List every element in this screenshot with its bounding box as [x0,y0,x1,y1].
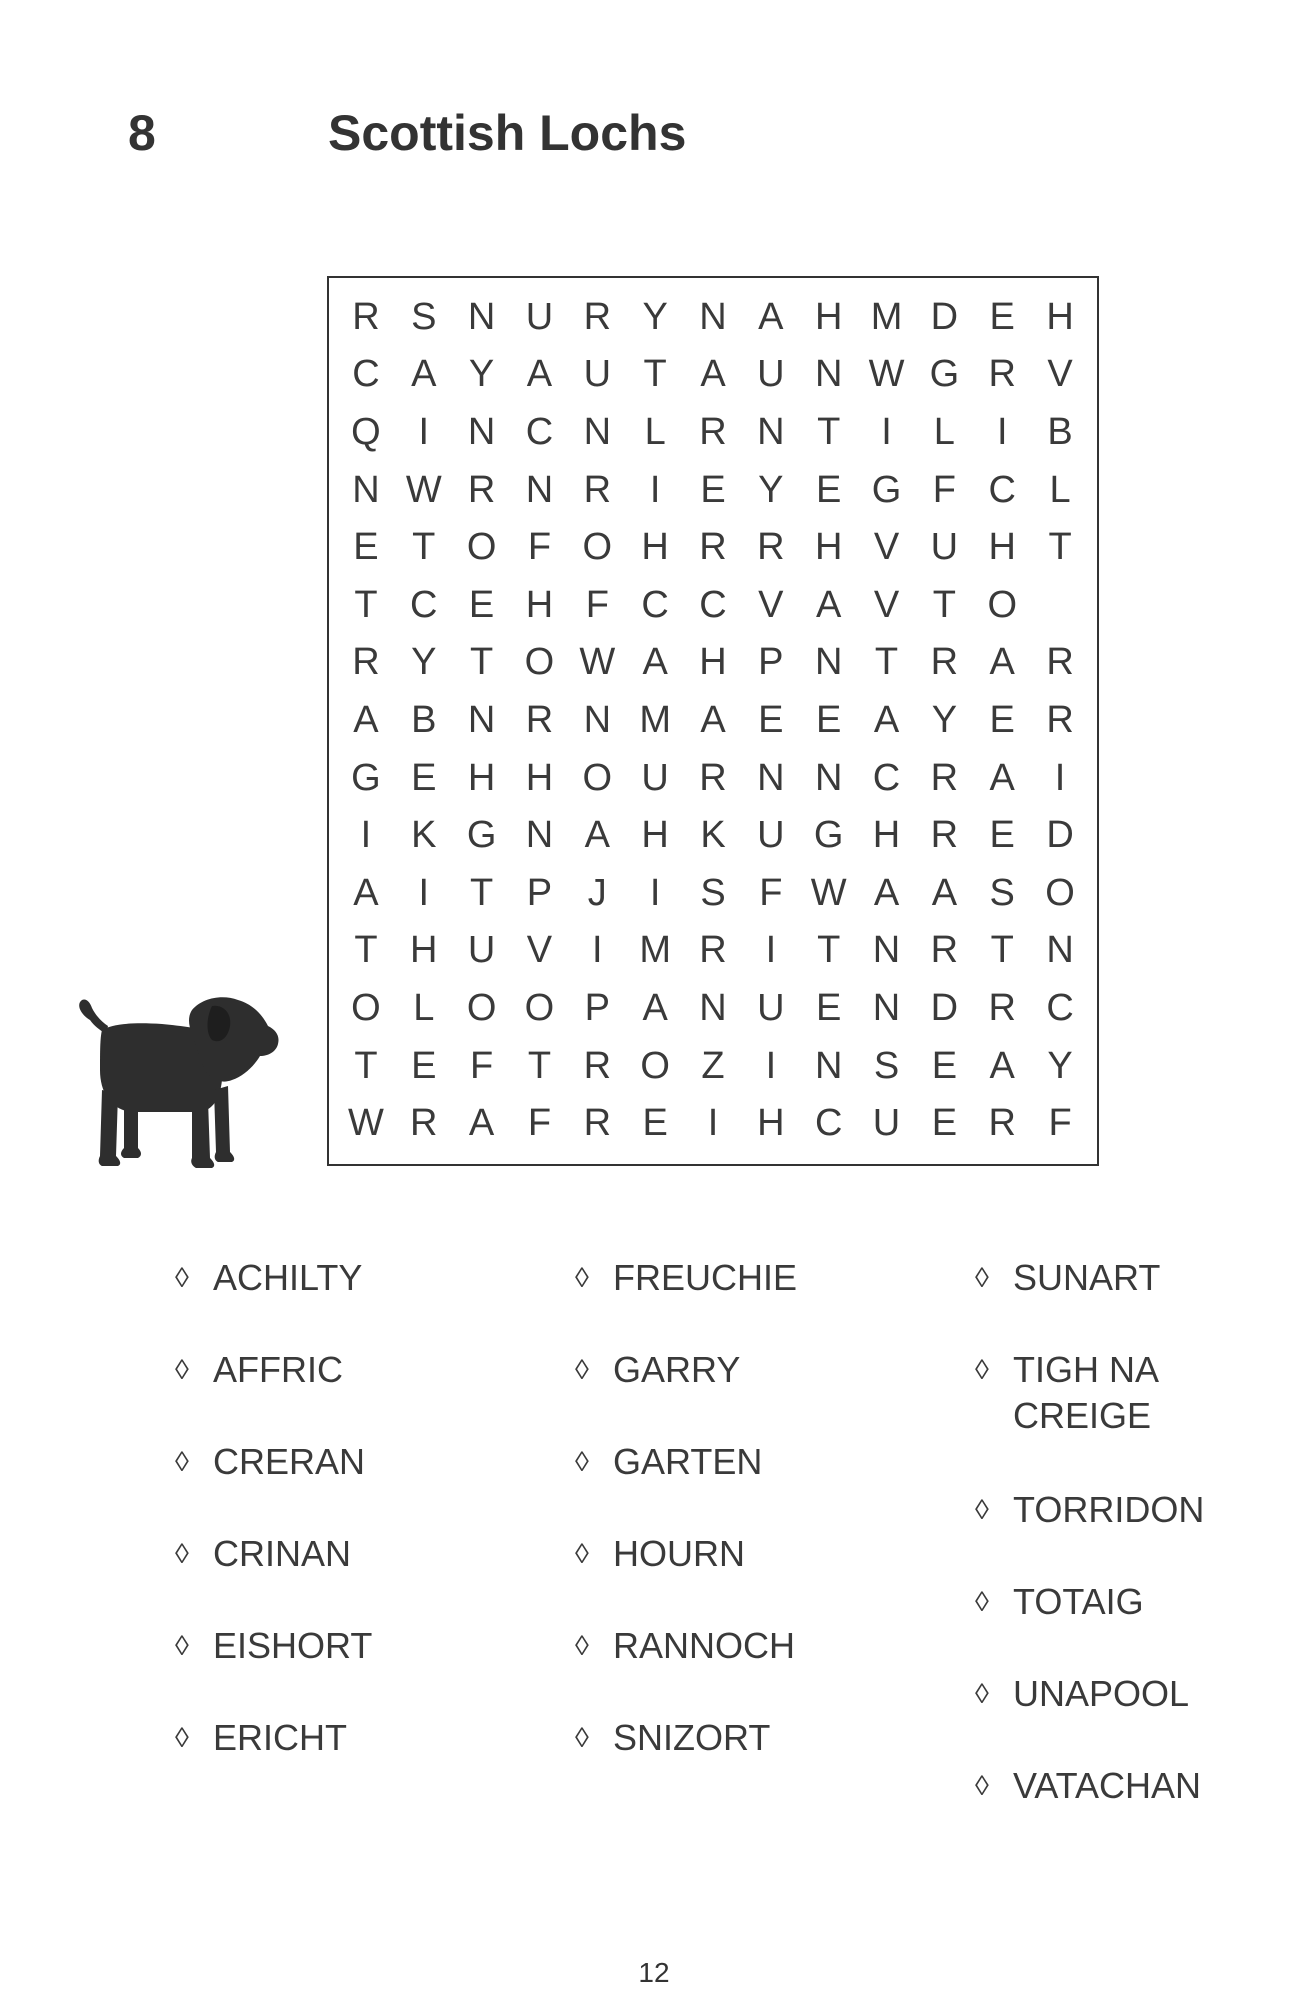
grid-letter: T [354,583,378,626]
grid-letter: C [525,410,554,453]
word-text: AFFRIC [213,1349,343,1390]
grid-letter: F [932,468,956,511]
grid-letter: N [467,295,496,338]
grid-letter: R [583,295,612,338]
word-list-item [975,1671,1263,1717]
grid-letter: A [584,814,610,857]
word-list-item [175,1347,463,1393]
grid-letter: R [583,1102,612,1145]
grid-letter: T [354,929,378,972]
word-list-item [175,1531,463,1577]
grid-letter: H [410,929,438,972]
word-list-item [175,1439,463,1485]
grid-letter: R [410,1102,438,1145]
grid-letter: R [930,756,959,799]
grid-letter: W [405,468,442,511]
grid-letter: A [700,698,726,741]
grid-letter: M [870,295,903,338]
diamond-icon: ◊ [975,1678,989,1709]
diamond-icon: ◊ [175,1262,189,1293]
word-list-item [575,1439,863,1485]
grid-letter: L [413,986,435,1029]
grid-letter: I [418,871,430,914]
grid-letter: U [525,295,554,338]
grid-letter: A [642,641,668,684]
grid-letter: A [526,353,553,396]
grid-letter: R [988,986,1016,1029]
grid-letter: N [699,986,727,1029]
grid-letter: U [872,1102,901,1145]
grid-letter: W [347,1102,384,1145]
grid-letter: B [1047,410,1073,453]
grid-letter: A [353,871,379,914]
grid-letter: Z [701,1044,725,1087]
grid-letter: Y [1047,1044,1073,1087]
grid-letter: I [360,814,372,857]
grid-letter: F [759,871,783,914]
diamond-icon: ◊ [575,1262,589,1293]
grid-letter [1031,576,1089,634]
grid-letter: H [988,526,1016,569]
grid-letter: R [583,468,612,511]
diamond-icon: ◊ [175,1722,189,1753]
grid-letter: M [639,698,671,741]
grid-letter: N [814,1044,843,1087]
grid-letter: R [1046,641,1074,684]
grid-letter: A [989,1044,1015,1087]
grid-letter: R [467,468,496,511]
word-text: TIGH NA CREIGE [1013,1349,1158,1436]
grid-letter: T [990,929,1014,972]
grid-letter: R [699,410,727,453]
grid-letter: G [351,756,381,799]
grid-letter: G [929,353,960,396]
grid-letter: T [643,353,667,396]
grid-letter: P [584,986,610,1029]
grid-letter: I [649,468,661,511]
word-text: VATACHAN [1013,1765,1202,1806]
grid-letter: E [816,698,842,741]
grid-letter: V [1047,353,1073,396]
grid-letter: W [810,871,847,914]
grid-letter: A [411,353,437,396]
grid-letter: U [757,814,785,857]
grid-letter: C [988,468,1016,511]
grid-letter: N [583,410,612,453]
word-text: RANNOCH [613,1625,796,1666]
grid-letter: H [699,641,727,684]
diamond-icon: ◊ [975,1586,989,1617]
grid-letter: H [872,814,901,857]
word-list-item [975,1579,1263,1625]
grid-letter: T [470,871,494,914]
grid-letter: E [989,295,1015,338]
word-text: ERICHT [213,1717,347,1758]
dog-silhouette-icon [72,990,282,1180]
grid-letter: P [758,641,784,684]
grid-letter: W [579,641,616,684]
grid-letter: A [642,986,668,1029]
diamond-icon: ◊ [975,1354,989,1385]
grid-letter: G [813,814,844,857]
grid-letter: W [868,353,905,396]
puzzle-title: Scottish Lochs [328,105,687,161]
grid-letter: O [1045,871,1075,914]
diamond-icon: ◊ [175,1630,189,1661]
grid-letter: J [587,871,607,914]
grid-letter: S [700,871,726,914]
grid-letter: R [699,756,727,799]
grid-letter: H [641,814,669,857]
grid-letter: C [1046,986,1074,1029]
diamond-icon: ◊ [975,1262,989,1293]
grid-letter: T [527,1044,552,1087]
grid-letter: I [881,410,892,453]
grid-letter: V [873,526,900,569]
diamond-icon: ◊ [575,1722,589,1753]
diamond-icon: ◊ [175,1354,189,1385]
grid-letter: T [817,410,841,453]
grid-letter: V [526,929,553,972]
word-list-item [975,1255,1263,1301]
diamond-icon: ◊ [975,1770,989,1801]
grid-letter: T [932,583,956,626]
grid-letter: Y [468,353,495,396]
grid-letter: O [466,986,497,1029]
word-text: GARTEN [613,1441,763,1482]
grid-letter: A [989,641,1015,684]
grid-letter: N [467,698,496,741]
word-text: SUNART [1013,1257,1161,1298]
word-text: FREUCHIE [613,1257,798,1298]
word-list-item [975,1347,1263,1439]
grid-letter: N [872,986,901,1029]
diamond-icon: ◊ [175,1446,189,1477]
word-list-item [975,1487,1263,1533]
grid-letter: N [814,353,843,396]
grid-letter: N [583,698,612,741]
word-list-item [175,1255,463,1301]
word-text: UNAPOOL [1013,1673,1190,1714]
grid-letter: I [418,410,430,453]
grid-letter: H [757,1102,785,1145]
word-list-item [575,1623,863,1669]
grid-letter: R [699,929,727,972]
grid-letter: C [872,756,901,799]
grid-letter: A [989,756,1015,799]
word-text: CRERAN [213,1441,366,1482]
grid-letter: U [467,929,496,972]
grid-letter: R [583,1044,612,1087]
grid-letter: F [527,526,552,569]
grid-letter: O [351,986,381,1029]
grid-letter: F [470,1044,494,1087]
grid-letter: U [930,526,959,569]
grid-letter: A [873,698,900,741]
grid-letter: I [765,1044,777,1087]
grid-letter: A [931,871,958,914]
grid-letter: R [930,814,959,857]
grid-letter: K [700,814,726,857]
word-text: CRINAN [213,1533,352,1574]
grid-letter: T [1048,526,1072,569]
grid-letter: R [699,526,727,569]
grid-letter: L [644,410,666,453]
grid-letter: E [931,1102,958,1145]
grid-letter: A [353,698,379,741]
grid-letter: R [988,353,1016,396]
grid-letter: T [817,929,841,972]
grid-letter: T [354,1044,378,1087]
grid-letter: N [352,468,380,511]
grid-letter: G [466,814,497,857]
grid-letter: I [649,871,661,914]
grid-letter: C [352,353,380,396]
word-text: TOTAIG [1013,1581,1144,1622]
grid-letter: N [467,410,496,453]
diamond-icon: ◊ [975,1494,989,1525]
grid-letter: R [757,526,785,569]
word-search-grid [327,276,1099,1166]
grid-letter: R [352,641,380,684]
word-list [175,1255,1255,1835]
word-list-item [575,1715,863,1761]
word-text: TORRIDON [1013,1489,1205,1530]
grid-letter: R [525,698,554,741]
grid-letter: H [525,756,554,799]
grid-letter: E [411,1044,437,1087]
word-text: ACHILTY [213,1257,363,1298]
grid-letter: N [757,756,785,799]
grid-letter: E [816,986,842,1029]
grid-letter: H [525,583,554,626]
grid-letter: L [933,410,955,453]
page-number: 12 [638,1957,670,1988]
grid-letter: D [1046,814,1074,857]
word-text: HOURN [613,1533,745,1574]
grid-letter: Y [758,468,784,511]
grid-letter: F [1048,1102,1072,1145]
word-list-item [175,1623,463,1669]
grid-letter: N [1046,929,1074,972]
grid-letter: N [525,468,554,511]
grid-letter: R [930,641,959,684]
grid-letter: C [814,1102,843,1145]
grid-letter: D [930,295,959,338]
grid-letter: U [757,353,785,396]
grid-letter: C [410,583,438,626]
grid-letter: O [524,641,555,684]
grid-letter: L [1049,468,1071,511]
word-list-item [175,1715,463,1761]
grid-letter: E [700,468,726,511]
word-text: SNIZORT [613,1717,771,1758]
grid-letter: E [353,526,379,569]
word-list-item [575,1255,863,1301]
grid-letter: E [411,756,437,799]
grid-letter: O [640,1044,670,1087]
grid-letter: N [872,929,901,972]
grid-letter: C [699,583,727,626]
grid-letter: K [411,814,437,857]
grid-letter: E [758,698,784,741]
grid-letter: R [1046,698,1074,741]
grid-letter: F [527,1102,552,1145]
diamond-icon: ◊ [575,1630,589,1661]
grid-letter: V [873,583,900,626]
grid-letter: N [757,410,785,453]
grid-letter: E [931,1044,958,1087]
grid-letter: H [1046,295,1074,338]
diamond-icon: ◊ [575,1446,589,1477]
grid-letter: D [930,986,959,1029]
grid-letter: N [525,814,554,857]
grid-letter: O [582,526,613,569]
word-list-item [575,1531,863,1577]
diamond-icon: ◊ [575,1538,589,1569]
word-text: GARRY [613,1349,741,1390]
grid-letter: E [642,1102,668,1145]
grid-letter: E [989,814,1015,857]
word-list-item [975,1763,1263,1809]
grid-letter: F [585,583,609,626]
grid-letter: N [814,756,843,799]
grid-letter: V [758,583,784,626]
grid-letter: B [411,698,437,741]
puzzle-number: 8 [128,105,156,161]
grid-letter: N [699,295,727,338]
grid-letter: Y [411,641,437,684]
grid-letter: H [641,526,669,569]
grid-letter: E [468,583,495,626]
grid-letter: U [583,353,612,396]
diamond-icon: ◊ [175,1538,189,1569]
grid-letter: I [996,410,1008,453]
grid-letter: Q [351,410,381,453]
grid-letter: Y [642,295,668,338]
grid-letter: A [700,353,726,396]
grid-letter: R [988,1102,1016,1145]
grid-letter: S [873,1044,900,1087]
grid-letter: T [470,641,494,684]
grid-letter: I [1054,756,1066,799]
grid-letter: S [989,871,1015,914]
word-text: EISHORT [213,1625,373,1666]
grid-letter: O [524,986,555,1029]
grid-letter: A [873,871,900,914]
grid-letter: N [814,641,843,684]
grid-letter: T [874,641,899,684]
grid-letter: E [816,468,842,511]
grid-letter: H [814,526,843,569]
grid-letter: H [814,295,843,338]
grid-letter: C [641,583,669,626]
grid-letter: I [592,929,603,972]
grid-letter: A [758,295,784,338]
grid-letter: O [582,756,613,799]
grid-letter: U [757,986,785,1029]
grid-letter: A [816,583,842,626]
grid-letter: I [765,929,777,972]
grid-letter: R [352,295,380,338]
grid-letter: E [989,698,1015,741]
grid-letter: T [412,526,436,569]
grid-letter: H [467,756,496,799]
grid-letter: I [707,1102,719,1145]
grid-letter: Y [931,698,958,741]
diamond-icon: ◊ [575,1354,589,1385]
grid-letter: G [871,468,902,511]
grid-letter: S [411,295,437,338]
grid-letter: P [526,871,553,914]
grid-letter: A [468,1102,495,1145]
grid-letter: R [930,929,959,972]
word-list-item [575,1347,863,1393]
grid-letter: U [641,756,669,799]
grid-letter: M [639,929,671,972]
grid-letter: O [466,526,497,569]
grid-letter: O [987,583,1017,626]
